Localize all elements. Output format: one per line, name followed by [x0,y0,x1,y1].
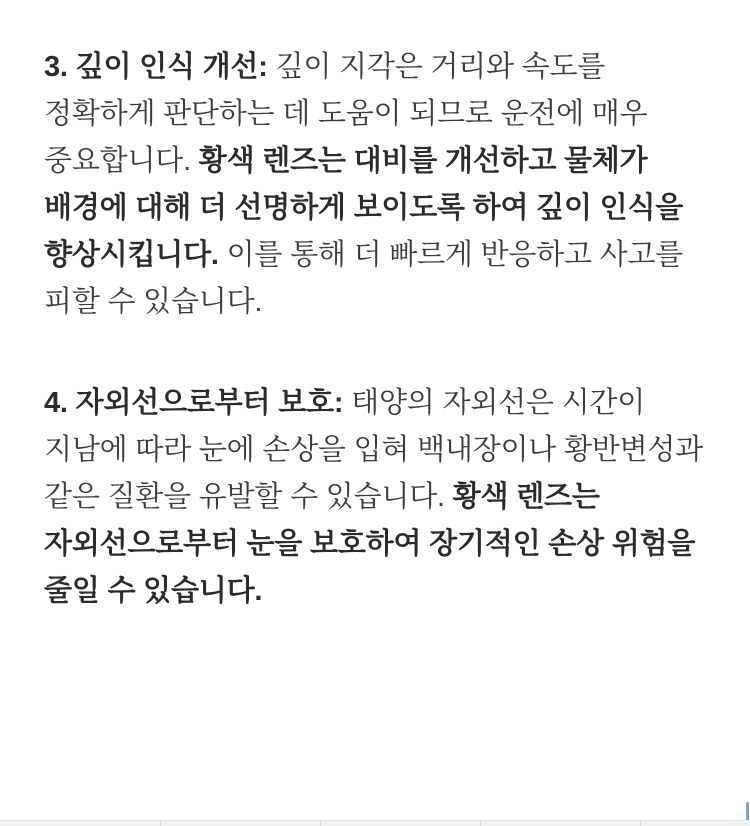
paragraph-text-3-part-1: 깊이 지각은 거리와 속도를 정확하게 판단하는 데 도움이 되므로 운전에 매우 중요합니다. [44,51,648,177]
paragraph-depth-perception [44,44,706,326]
vertical-scrollbar[interactable] [746,0,750,826]
paragraph-lead-3: 3. 깊이 인식 개선: [44,51,268,83]
bottom-bar-divider [640,821,641,826]
paragraph-text-3-part-2-bold: 황색 렌즈는 대비를 개선하고 물체가 배경에 대해 더 선명하게 보이도록 하여 깊이 인식을 향상시킵니다. [44,144,684,271]
paragraph-text-4-part-1: 태양의 자외선은 시간이 지남에 따라 눈에 손상을 입혀 백내장이나 황반변성과 같은 질환을 유발할 수 있습니다. [44,386,704,513]
paragraph-uv-protection [44,380,706,615]
bottom-progress-bar [0,820,750,826]
bottom-bar-divider [320,821,321,826]
bottom-bar-divider [160,821,161,826]
paragraph-text-3-part-3: 이를 통해 더 빠르게 반응하고 사고를 피할 수 있습니다. [44,238,684,318]
paragraph-lead-4: 4. 자외선으로부터 보호: [44,386,344,419]
bottom-bar-divider [480,821,481,826]
paragraph-text-4-part-2-bold: 황색 렌즈는 자외선으로부터 눈을 보호하여 장기적인 손상 위험을 줄일 수 있습니다. [44,480,696,607]
